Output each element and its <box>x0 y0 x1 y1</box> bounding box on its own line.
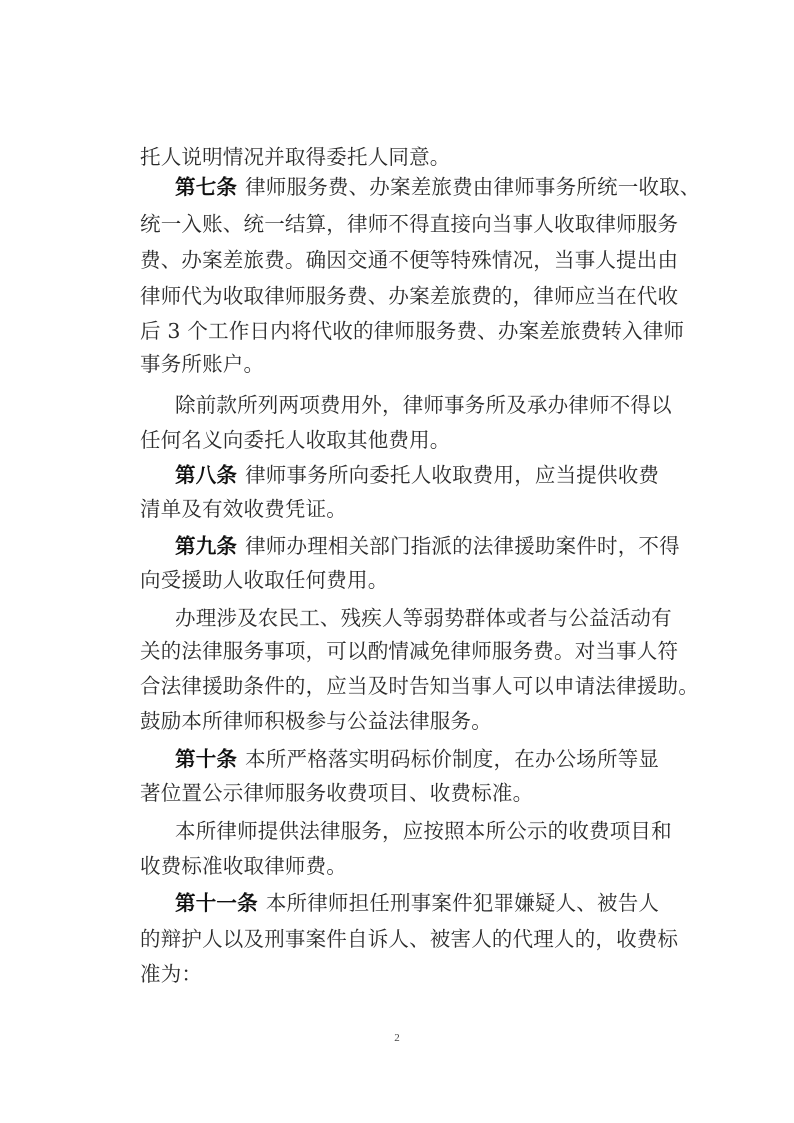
text-line: 任何名义向委托人收取其他费用。 <box>140 428 451 452</box>
article-text: 律师办理相关部门指派的法律援助案件时，不得 <box>245 534 680 558</box>
text-line: 著位置公示律师服务收费项目、收费标准。 <box>140 781 534 805</box>
article-11-line <box>175 884 715 922</box>
text-line: 向受援助人收取任何费用。 <box>140 568 389 592</box>
article-7-line <box>175 168 715 206</box>
text-line: 办理涉及农民工、残疾人等弱势群体或者与公益活动有 <box>175 606 672 630</box>
text-line: 事务所账户。 <box>140 352 265 376</box>
page-number: 2 <box>394 1032 400 1044</box>
text-line: 除前款所列两项费用外，律师事务所及承办律师不得以 <box>175 393 672 417</box>
article-heading: 第十条 <box>175 747 238 771</box>
article-8-line <box>175 456 715 494</box>
article-10-line <box>175 740 715 778</box>
text-line: 费、办案差旅费。确因交通不便等特殊情况，当事人提出由 <box>140 248 679 272</box>
text-line: 的辩护人以及刑事案件自诉人、被害人的代理人的，收费标 <box>140 927 679 951</box>
article-text: 律师事务所向委托人收取费用，应当提供收费 <box>245 463 660 487</box>
text-line: 统一入账、统一结算，律师不得直接向当事人收取律师服务 <box>140 212 679 236</box>
article-text: 本所严格落实明码标价制度，在办公场所等显 <box>245 747 660 771</box>
article-text: 律师服务费、办案差旅费由律师事务所统一收取、 <box>245 175 701 199</box>
article-heading: 第九条 <box>175 534 238 558</box>
text-line: 准为： <box>140 962 203 986</box>
text-line: 托人说明情况并取得委托人同意。 <box>140 145 451 169</box>
text-line: 清单及有效收费凭证。 <box>140 497 347 521</box>
text-line: 收费标准收取律师费。 <box>140 854 347 878</box>
article-heading: 第十一条 <box>175 891 258 915</box>
article-heading: 第八条 <box>175 463 238 487</box>
text-line: 后 3 个工作日内将代收的律师服务费、办案差旅费转入律师 <box>140 319 685 343</box>
text-line: 鼓励本所律师积极参与公益法律服务。 <box>140 709 492 733</box>
article-heading: 第七条 <box>175 175 238 199</box>
article-text: 本所律师担任刑事案件犯罪嫌疑人、被告人 <box>265 891 660 915</box>
text-line: 关的法律服务事项，可以酌情减免律师服务费。对当事人符 <box>140 639 679 663</box>
article-9-line <box>175 527 715 565</box>
text-line: 合法律援助条件的，应当及时告知当事人可以申请法律援助。 <box>140 674 699 698</box>
text-line: 律师代为收取律师服务费、办案差旅费的，律师应当在代收 <box>140 284 679 308</box>
text-line: 本所律师提供法律服务，应按照本所公示的收费项目和 <box>175 819 672 843</box>
